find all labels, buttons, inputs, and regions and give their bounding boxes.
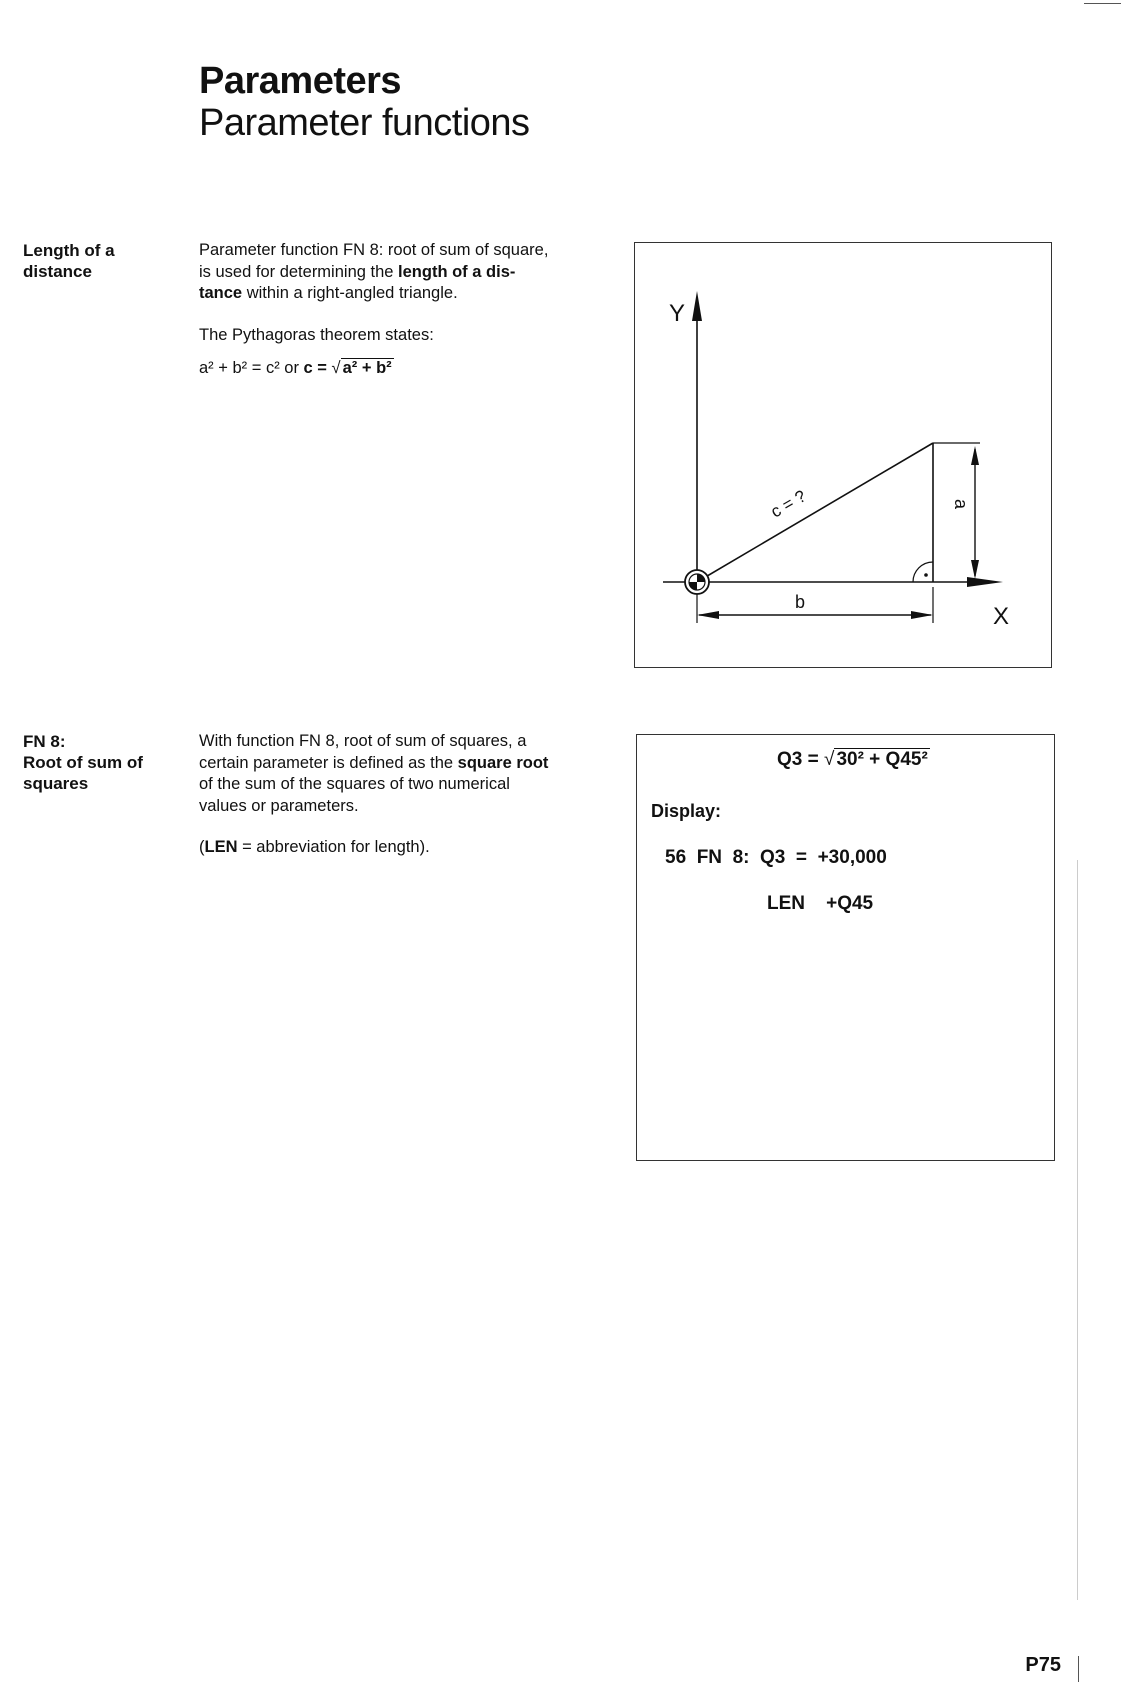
text-run: certain parameter is defined as the bbox=[199, 753, 458, 772]
pythagoras-formula bbox=[199, 358, 619, 380]
margin-rule bbox=[1077, 860, 1078, 1600]
sqrt-symbol: √ bbox=[331, 359, 341, 377]
a-arrow-top bbox=[971, 446, 979, 465]
paragraph-line bbox=[199, 283, 619, 305]
c-label: c = ? bbox=[767, 486, 810, 522]
section-heading-line: FN 8: bbox=[23, 732, 66, 751]
paragraph-line: (LEN = abbreviation for length). bbox=[199, 838, 430, 856]
section2-text bbox=[199, 731, 619, 859]
text-run: within a right-angled triangle. bbox=[242, 284, 458, 302]
a-label: a bbox=[951, 499, 971, 510]
y-axis-label: Y bbox=[669, 300, 686, 327]
triangle-diagram bbox=[634, 242, 1052, 668]
x-axis-label: X bbox=[993, 603, 1010, 630]
formula-radicand: 30² + Q45² bbox=[836, 749, 928, 770]
y-arrow bbox=[692, 291, 702, 321]
section-heading-line: squares bbox=[23, 774, 89, 793]
display-label: Display: bbox=[651, 801, 722, 821]
section-heading-line: Root of sum of bbox=[23, 753, 143, 772]
formula-bold: c = bbox=[303, 359, 332, 377]
section-heading-fn8 bbox=[23, 731, 143, 794]
paragraph-line bbox=[199, 753, 619, 775]
section1-text bbox=[199, 240, 619, 380]
text-run: = abbreviation for length). bbox=[237, 838, 430, 856]
page-title: Parameters bbox=[199, 60, 402, 102]
b-arrow-left bbox=[697, 611, 719, 619]
paragraph-line: of the sum of the squares of two numerical bbox=[199, 775, 510, 793]
right-angle-dot bbox=[924, 573, 928, 577]
sqrt-symbol: √ bbox=[824, 749, 835, 770]
section-heading-line: distance bbox=[23, 262, 92, 281]
bold-run: square root bbox=[457, 753, 549, 772]
right-angle-mark bbox=[913, 562, 933, 582]
paragraph-line: values or parameters. bbox=[199, 796, 359, 815]
bold-run: LEN bbox=[204, 838, 238, 856]
a-arrow-bottom bbox=[971, 560, 979, 579]
paragraph-line: With function FN 8, root of sum of squares, a bbox=[199, 732, 527, 750]
page-number-rule bbox=[1078, 1656, 1079, 1682]
page-subtitle: Parameter functions bbox=[199, 102, 530, 144]
display-line-1: 56 FN 8: Q3 = +30,000 bbox=[665, 847, 887, 868]
b-label: b bbox=[795, 592, 806, 612]
top-rule bbox=[1084, 3, 1121, 4]
triangle-svg bbox=[635, 243, 1053, 669]
hypotenuse bbox=[697, 443, 933, 582]
formula-text: Q3 = bbox=[777, 749, 824, 770]
section-heading-line: Length of a bbox=[23, 241, 115, 260]
x-arrow bbox=[967, 577, 1003, 587]
formula-text: a² + b² = c² or bbox=[199, 359, 304, 377]
display-line-2: LEN +Q45 bbox=[767, 893, 874, 914]
paragraph-line: The Pythagoras theorem states: bbox=[199, 325, 434, 344]
example-box bbox=[636, 734, 1055, 1161]
section-heading-length bbox=[23, 240, 115, 282]
b-arrow-right bbox=[911, 611, 933, 619]
formula-radicand: a² + b² bbox=[342, 359, 392, 377]
bold-run: length of a dis- bbox=[398, 262, 516, 281]
example-formula bbox=[777, 749, 930, 771]
paragraph-line: Parameter function FN 8: root of sum of square, bbox=[199, 241, 549, 259]
paragraph-line bbox=[199, 262, 619, 284]
bold-run: tance bbox=[199, 284, 243, 302]
page-number: P75 bbox=[1025, 1654, 1061, 1676]
text-run: is used for determining the bbox=[199, 262, 399, 281]
